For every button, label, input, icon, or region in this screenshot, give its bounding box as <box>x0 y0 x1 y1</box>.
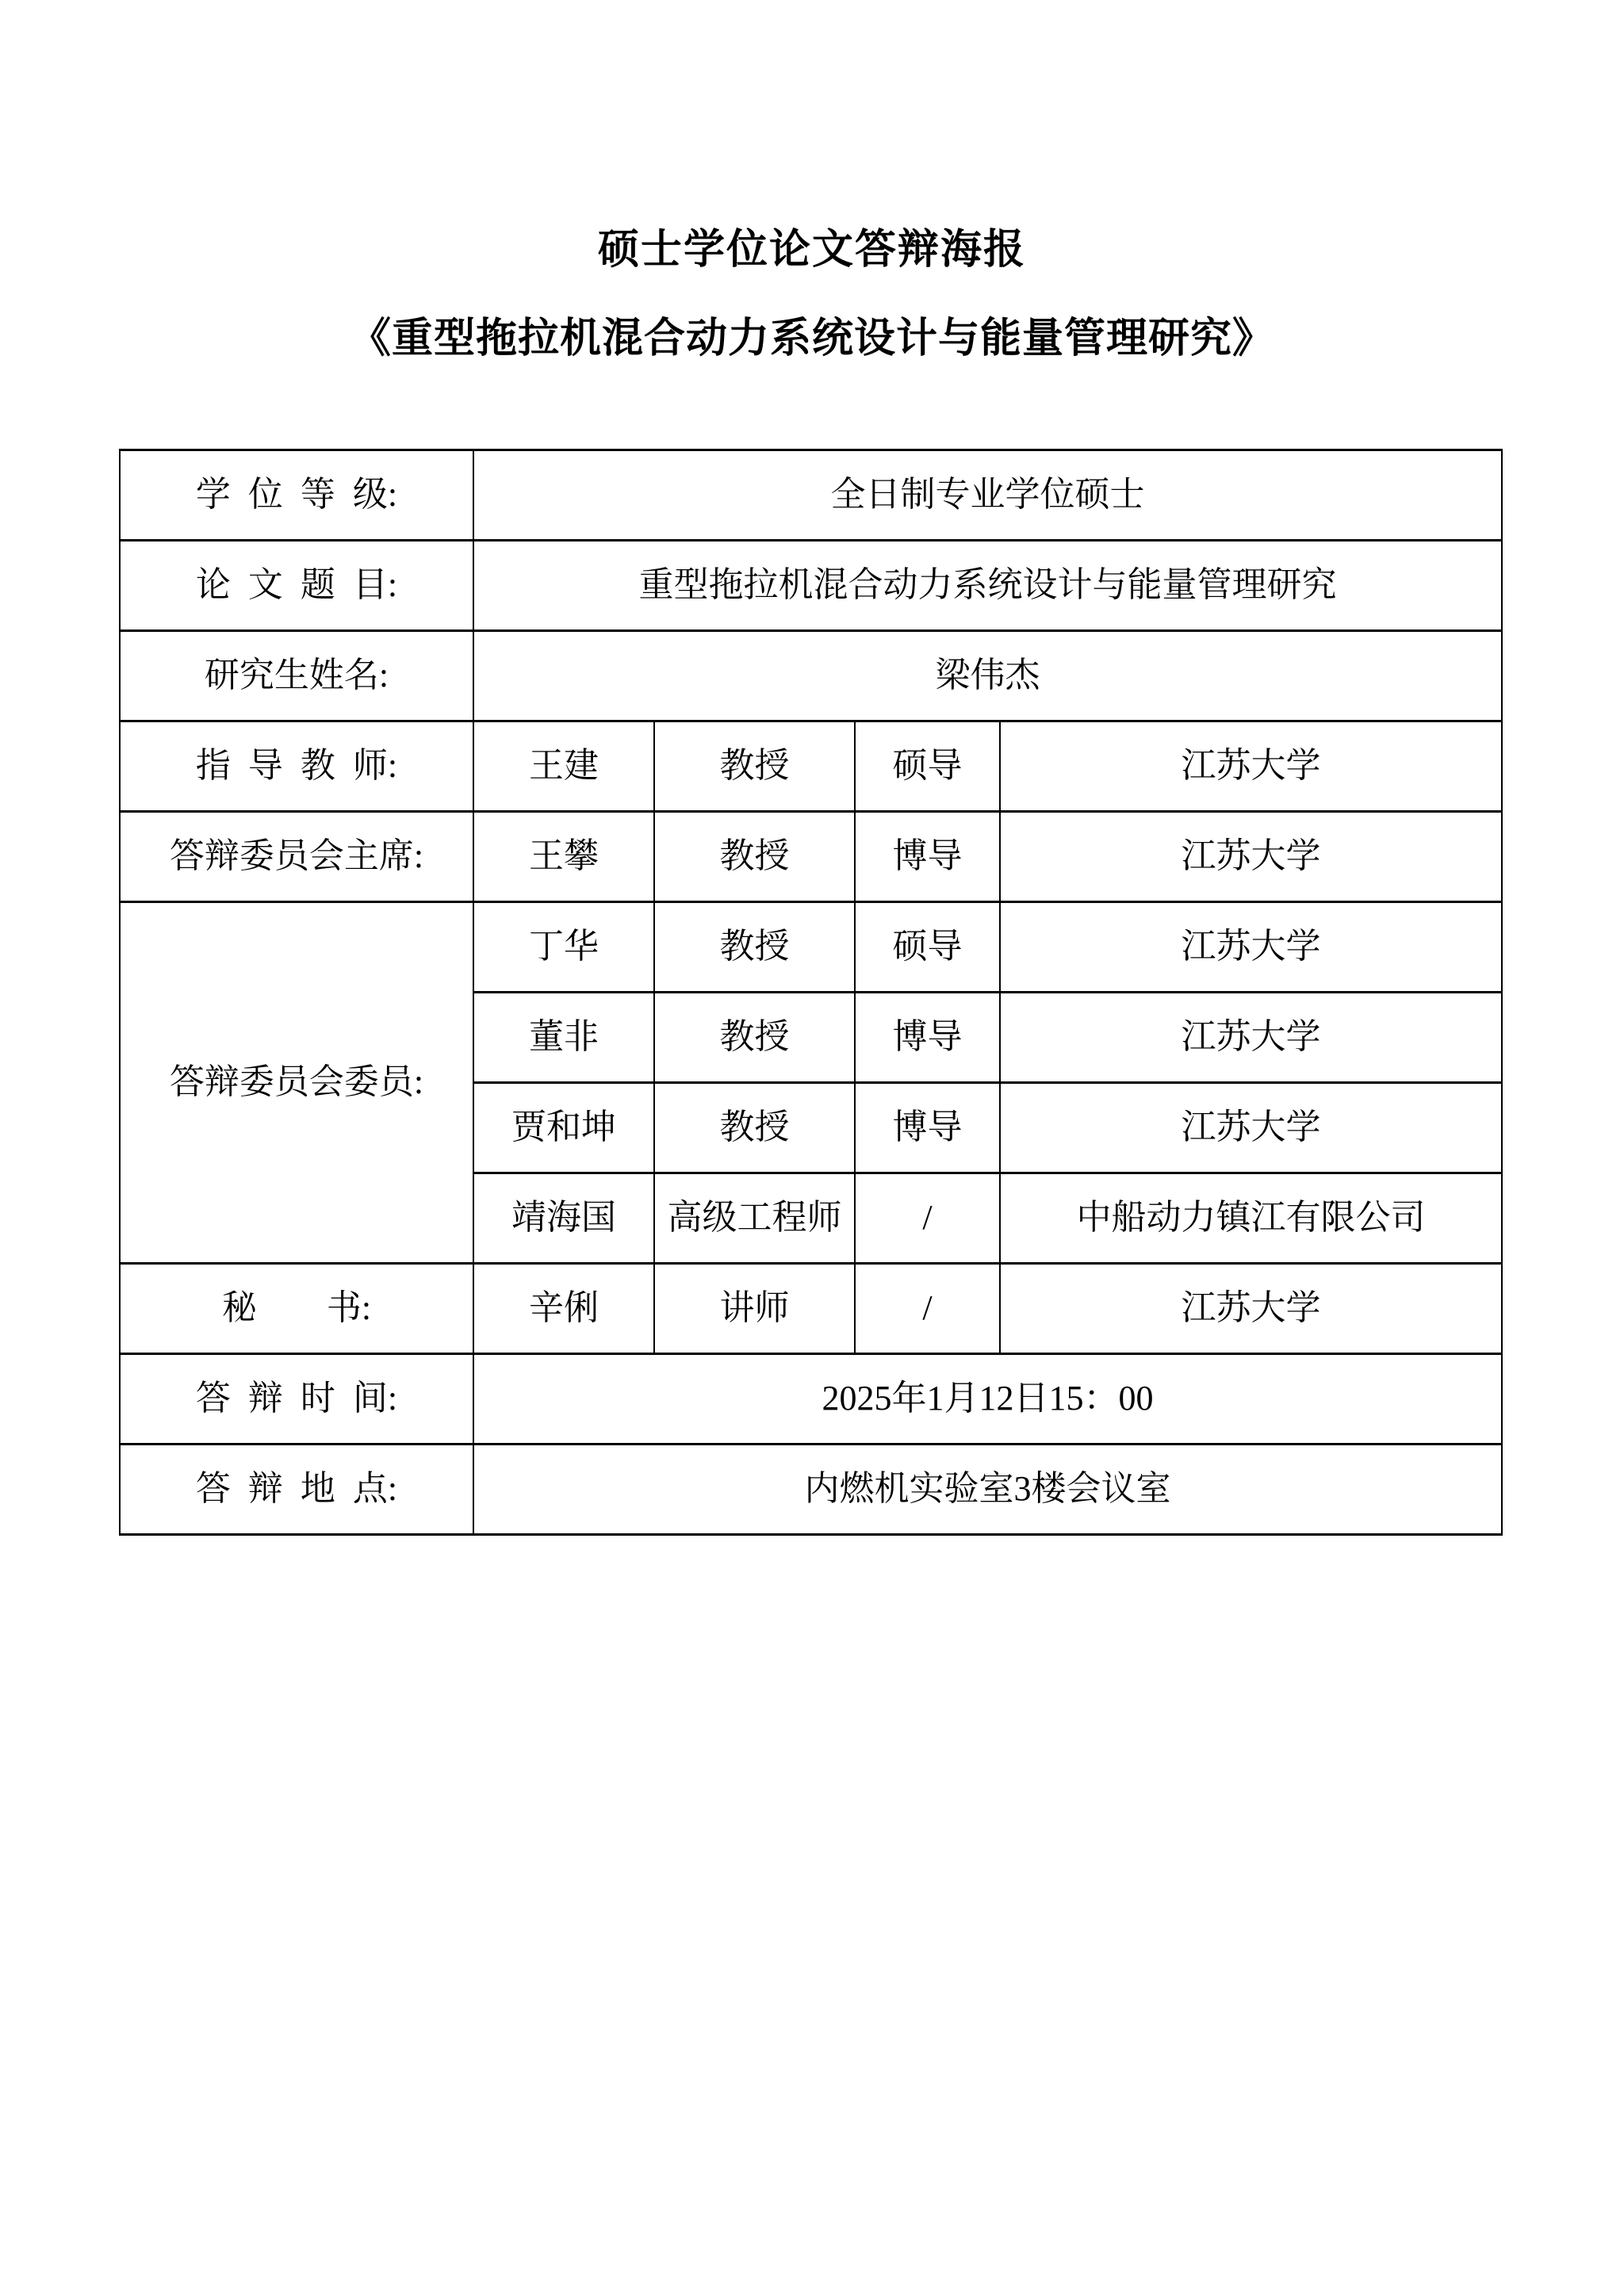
degree-level-label: 学 位 等 级: <box>120 450 473 541</box>
secretary-affiliation-cell: 江苏大学 <box>1000 1264 1502 1354</box>
committee-member-affiliation-cell: 江苏大学 <box>1000 993 1502 1083</box>
defense-info-table <box>119 449 1503 1536</box>
committee-member-name-cell: 靖海国 <box>473 1173 654 1264</box>
secretary-row <box>120 1264 1502 1354</box>
committee-member-tutor-type-cell: 硕导 <box>855 902 1000 993</box>
committee-member-affiliation-cell: 江苏大学 <box>1000 902 1502 993</box>
committee-member-name-cell: 董非 <box>473 993 654 1083</box>
advisor-title-cell: 教授 <box>654 721 855 812</box>
committee-member-title-cell: 高级工程师 <box>654 1173 855 1264</box>
degree-level-row <box>120 450 1502 541</box>
secretary-tutor-type-cell: / <box>855 1264 1000 1354</box>
advisor-affiliation-cell: 江苏大学 <box>1000 721 1502 812</box>
committee-chair-label: 答辩委员会主席: <box>120 812 473 902</box>
defense-location-value: 内燃机实验室3楼会议室 <box>473 1445 1502 1535</box>
committee-label: 答辩委员会委员: <box>120 902 473 1264</box>
defense-location-label: 答 辩 地 点: <box>120 1445 473 1535</box>
committee-chair-tutor-type-cell: 博导 <box>855 812 1000 902</box>
secretary-title-cell: 讲师 <box>654 1264 855 1354</box>
student-name-label: 研究生姓名: <box>120 631 473 721</box>
advisor-row <box>120 721 1502 812</box>
committee-member-title-cell: 教授 <box>654 1083 855 1173</box>
secretary-label: 秘 书: <box>120 1264 473 1354</box>
committee-member-tutor-type-cell: 博导 <box>855 1083 1000 1173</box>
thesis-title-label: 论 文 题 目: <box>120 541 473 631</box>
thesis-title-heading: 《重型拖拉机混合动力系统设计与能量管理研究》 <box>349 316 1274 362</box>
thesis-title-value: 重型拖拉机混合动力系统设计与能量管理研究 <box>473 541 1502 631</box>
student-name-value: 梁伟杰 <box>473 631 1502 721</box>
defense-time-row <box>120 1354 1502 1445</box>
secretary-name-cell: 辛俐 <box>473 1264 654 1354</box>
committee-member-tutor-type-cell: 博导 <box>855 993 1000 1083</box>
student-name-row <box>120 631 1502 721</box>
committee-chair-row <box>120 812 1502 902</box>
committee-member-name-cell: 贾和坤 <box>473 1083 654 1173</box>
committee-member-title-cell: 教授 <box>654 993 855 1083</box>
committee-member-affiliation-cell: 中船动力镇江有限公司 <box>1000 1173 1502 1264</box>
degree-level-value: 全日制专业学位硕士 <box>473 450 1502 541</box>
committee-member-tutor-type-cell: / <box>855 1173 1000 1264</box>
advisor-name-cell: 王建 <box>473 721 654 812</box>
committee-member-name-cell: 丁华 <box>473 902 654 993</box>
advisor-label: 指 导 教 师: <box>120 721 473 812</box>
defense-time-label: 答 辩 时 间: <box>120 1354 473 1445</box>
committee-member-row <box>120 902 1502 993</box>
committee-member-title-cell: 教授 <box>654 902 855 993</box>
defense-location-row <box>120 1445 1502 1535</box>
committee-chair-name-cell: 王攀 <box>473 812 654 902</box>
committee-chair-affiliation-cell: 江苏大学 <box>1000 812 1502 902</box>
committee-chair-title-cell: 教授 <box>654 812 855 902</box>
committee-member-affiliation-cell: 江苏大学 <box>1000 1083 1502 1173</box>
defense-time-value: 2025年1月12日15：00 <box>473 1354 1502 1445</box>
advisor-tutor-type-cell: 硕导 <box>855 721 1000 812</box>
page-title: 硕士学位论文答辩海报 <box>597 228 1026 273</box>
thesis-title-row <box>120 541 1502 631</box>
